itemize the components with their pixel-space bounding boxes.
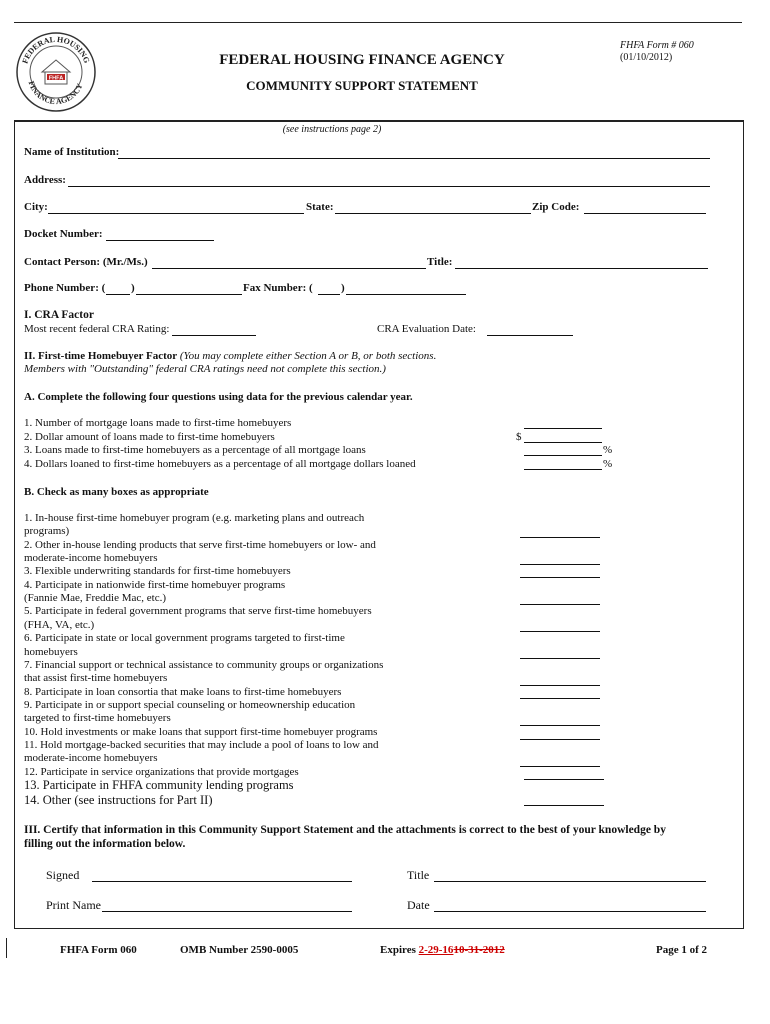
section-b-item: 4. Participate in nationwide first-time homebuyer programs xyxy=(24,578,286,591)
section-a-answer-field[interactable] xyxy=(524,458,602,470)
agency-title: FEDERAL HOUSING FINANCE AGENCY xyxy=(219,52,505,68)
section-b-item: 9. Participate in or support special counseling or homeownership education xyxy=(24,698,356,711)
section-b-checkbox-field[interactable] xyxy=(520,688,600,699)
footer-page: Page 1 of 2 xyxy=(656,944,708,956)
section-b-checkbox-field[interactable] xyxy=(520,554,600,565)
city-label: City: xyxy=(24,201,48,213)
fhfa-seal-icon xyxy=(14,30,98,114)
contact-field[interactable] xyxy=(152,256,426,269)
fax-close: ) xyxy=(341,282,345,294)
cra-heading: I. CRA Factor xyxy=(24,309,94,321)
zip-label: Zip Code: xyxy=(532,201,580,213)
section2-heading: II. First-time Homebuyer Factor xyxy=(24,350,178,362)
docket-label: Docket Number: xyxy=(24,228,103,240)
section-b-item: targeted to first-time homebuyers xyxy=(24,712,171,725)
section-b-item: moderate-income homebuyers xyxy=(24,552,158,565)
section-b-item: 14. Other (see instructions for Part II) xyxy=(24,793,213,807)
fax-label: Fax Number: ( xyxy=(243,282,313,294)
phone-area-field[interactable] xyxy=(106,282,130,295)
section-b-item: 7. Financial support or technical assistance to community groups or organizations xyxy=(24,658,384,671)
signed-label: Signed xyxy=(46,868,80,882)
name-field[interactable] xyxy=(118,146,710,159)
section-a-item: 1. Number of mortgage loans made to first-time homebuyers xyxy=(24,417,292,429)
section3-heading: III. Certify that information in this Community Support Statement and the attachments is correct to the best of your knowledge by xyxy=(24,824,666,836)
change-bar xyxy=(6,938,7,958)
cert-title-label: Title xyxy=(407,868,430,882)
cert-title-field[interactable] xyxy=(434,868,706,882)
section-b-checkbox-field[interactable] xyxy=(520,648,600,659)
expires-label: Expires xyxy=(380,944,416,956)
section-b-item: 13. Participate in FHFA community lending programs xyxy=(24,778,294,792)
section-b-item: 3. Flexible underwriting standards for first-time homebuyers xyxy=(24,565,291,578)
section-b-item: that assist first-time homebuyers xyxy=(24,672,168,685)
phone-close: ) xyxy=(131,282,135,294)
section-b-checkbox-field[interactable] xyxy=(520,621,600,632)
section-a-prefix: $ xyxy=(516,431,522,443)
section-b-checkbox-field[interactable] xyxy=(520,729,600,740)
signed-field[interactable] xyxy=(92,868,352,882)
form-number: FHFA Form # 060 xyxy=(620,40,694,51)
section-b-checkbox-field[interactable] xyxy=(520,675,600,686)
section-b-checkbox-field[interactable] xyxy=(524,795,604,806)
section-b-item: (FHA, VA, etc.) xyxy=(24,618,95,631)
section-b-checkbox-field[interactable] xyxy=(520,715,600,726)
section-a-suffix: % xyxy=(603,444,613,456)
print-name-label: Print Name xyxy=(46,898,101,912)
section-b-item: 8. Participate in loan consortia that make loans to first-time homebuyers xyxy=(24,685,342,698)
section-b-heading: B. Check as many boxes as appropriate xyxy=(24,486,209,498)
footer-expires xyxy=(380,944,505,956)
cert-date-field[interactable] xyxy=(434,898,706,912)
svg-text:FHFA: FHFA xyxy=(48,75,64,82)
section2-note2: Members with "Outstanding" federal CRA ratings need not complete this section.) xyxy=(24,363,386,375)
section-b-item: 2. Other in-house lending products that serve first-time homebuyers or low- and xyxy=(24,538,376,551)
section-b-item: 10. Hold investments or make loans that support first-time homebuyer programs xyxy=(24,725,378,738)
section-a-answer-field[interactable] xyxy=(524,444,602,456)
svg-text:FEDERAL HOUSING: FEDERAL HOUSING xyxy=(20,34,92,65)
cra-eval-field[interactable] xyxy=(487,323,573,336)
contact-label: Contact Person: (Mr./Ms.) xyxy=(24,256,148,268)
section-b-item: moderate-income homebuyers xyxy=(24,752,158,765)
expires-old: 10-31-2012 xyxy=(453,944,505,956)
section2-note1: (You may complete either Section A or B, or both sections. xyxy=(179,350,437,362)
section-b-checkbox-field[interactable] xyxy=(520,567,600,578)
section2-heading-line xyxy=(24,350,436,362)
form-date: (01/10/2012) xyxy=(620,52,673,63)
section-a-heading: A. Complete the following four questions using data for the previous calendar year. xyxy=(24,391,413,403)
cra-rating-field[interactable] xyxy=(172,323,256,336)
top-rule xyxy=(14,22,742,23)
cra-rating-label: Most recent federal CRA Rating: xyxy=(24,323,170,335)
section-a-suffix: % xyxy=(603,458,613,470)
section-b-checkbox-field[interactable] xyxy=(520,527,600,538)
footer-omb: OMB Number 2590-0005 xyxy=(180,944,299,956)
section-b-checkbox-field[interactable] xyxy=(524,769,604,780)
phone-label: Phone Number: ( xyxy=(24,282,106,294)
section-a-answer-field[interactable] xyxy=(524,417,602,429)
svg-text:FINANCE AGENCY: FINANCE AGENCY xyxy=(26,79,85,107)
address-field[interactable] xyxy=(68,174,710,187)
address-label: Address: xyxy=(24,174,66,186)
title-label: Title: xyxy=(427,256,453,268)
instructions-note: (see instructions page 2) xyxy=(282,124,382,135)
city-field[interactable] xyxy=(48,201,304,214)
print-name-field[interactable] xyxy=(102,898,352,912)
section-a-item: 4. Dollars loaned to first-time homebuyers as a percentage of all mortgage dollars loaned xyxy=(24,458,416,470)
cert-date-label: Date xyxy=(407,898,430,912)
section3-heading-cont: filling out the information below. xyxy=(24,838,186,850)
section-b-item: (Fannie Mae, Freddie Mac, etc.) xyxy=(24,592,167,605)
title-field[interactable] xyxy=(455,256,708,269)
section-a-answer-field[interactable] xyxy=(524,431,602,443)
section-a-item: 3. Loans made to first-time homebuyers as a percentage of all mortgage loans xyxy=(24,444,366,456)
zip-field[interactable] xyxy=(584,201,706,214)
section-b-checkbox-field[interactable] xyxy=(520,756,600,767)
section-b-item: 12. Participate in service organizations that provide mortgages xyxy=(24,765,299,778)
section-b-item: homebuyers xyxy=(24,645,78,658)
section-b-item: programs) xyxy=(24,525,70,538)
state-label: State: xyxy=(306,201,334,213)
section-a-item: 2. Dollar amount of loans made to first-time homebuyers xyxy=(24,431,275,443)
state-field[interactable] xyxy=(335,201,531,214)
section-b-item: 1. In-house first-time homebuyer program (e.g. marketing plans and outreach xyxy=(24,512,365,524)
section-b-item: 6. Participate in state or local government programs targeted to first-time xyxy=(24,632,345,645)
section-b-checkbox-field[interactable] xyxy=(520,594,600,605)
docket-field[interactable] xyxy=(106,228,214,241)
fax-field[interactable] xyxy=(346,282,466,295)
expires-new: 2-29-16 xyxy=(418,944,454,956)
fax-area-field[interactable] xyxy=(318,282,340,295)
name-label: Name of Institution: xyxy=(24,146,120,158)
phone-field[interactable] xyxy=(136,282,242,295)
footer-form: FHFA Form 060 xyxy=(60,944,137,956)
section-b-item: 11. Hold mortgage-backed securities that may include a pool of loans to low and xyxy=(24,738,379,751)
statement-title: COMMUNITY SUPPORT STATEMENT xyxy=(246,78,478,93)
section-b-item: 5. Participate in federal government programs that serve first-time homebuyers xyxy=(24,605,372,618)
cra-eval-label: CRA Evaluation Date: xyxy=(377,323,476,335)
